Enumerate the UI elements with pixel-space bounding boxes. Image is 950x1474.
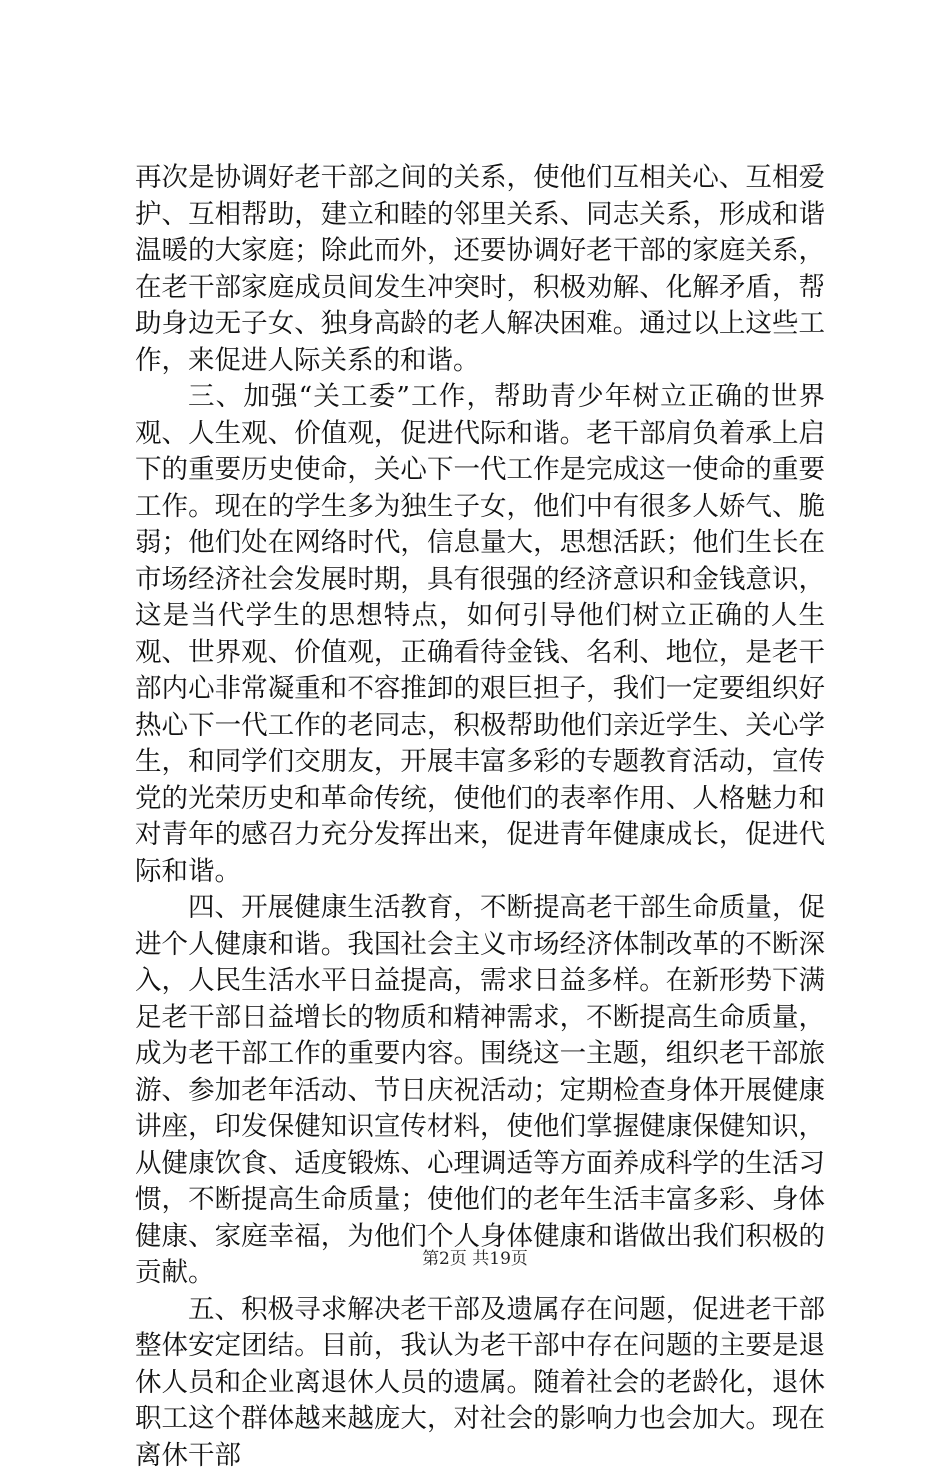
paragraph-section-five: 五、积极寻求解决老干部及遗属存在问题，促进老干部整体安定团结。目前，我认为老干部中存在问题的主要是退休人员和企业离退休人员的遗属。随着社会的老龄化，退休职工这个群体越来越庞大，对社会的影响力也会加大。现在离休干部 [135,1292,825,1474]
paragraph-continuation: 再次是协调好老干部之间的关系，使他们互相关心、互相爱护、互相帮助，建立和睦的邻里关系、同志关系，形成和谐温暖的大家庭；除此而外，还要协调好老干部的家庭关系，在老干部家庭成员间发生冲突时，积极劝解、化解矛盾，帮助身边无子女、独身高龄的老人解决困难。通过以上这些工作，来促进人际关系的和谐。 [135,160,825,379]
document-body [135,160,825,1474]
page-number-footer: 第2页 共19页 [0,1244,950,1269]
paragraph-section-three: 三、加强“关工委”工作，帮助青少年树立正确的世界观、人生观、价值观，促进代际和谐。老干部肩负着承上启下的重要历史使命，关心下一代工作是完成这一使命的重要工作。现在的学生多为独生子女，他们中有很多人娇气、脆弱；他们处在网络时代，信息量大，思想活跃；他们生长在市场经济社会发展时期，具有很强的经济意识和金钱意识，这是当代学生的思想特点，如何引导他们树立正确的人生观、世界观、价值观，正确看待金钱、名利、地位，是老干部内心非常凝重和不容推卸的艰巨担子，我们一定要组织好热心下一代工作的老同志，积极帮助他们亲近学生、关心学生，和同学们交朋友，开展丰富多彩的专题教育活动，宣传党的光荣历史和革命传统，使他们的表率作用、人格魅力和对青年的感召力充分发挥出来，促进青年健康成长，促进代际和谐。 [135,379,825,890]
paragraph-section-four: 四、开展健康生活教育，不断提高老干部生命质量，促进个人健康和谐。我国社会主义市场经济体制改革的不断深入，人民生活水平日益提高，需求日益多样。在新形势下满足老干部日益增长的物质和精神需求，不断提高生命质量，成为老干部工作的重要内容。围绕这一主题，组织老干部旅游、参加老年活动、节日庆祝活动；定期检查身体开展健康讲座，印发保健知识宣传材料，使他们掌握健康保健知识，从健康饮食、适度锻炼、心理调适等方面养成科学的生活习惯，不断提高生命质量；使他们的老年生活丰富多彩、身体健康、家庭幸福，为他们个人身体健康和谐做出我们积极的贡献。 [135,890,825,1292]
